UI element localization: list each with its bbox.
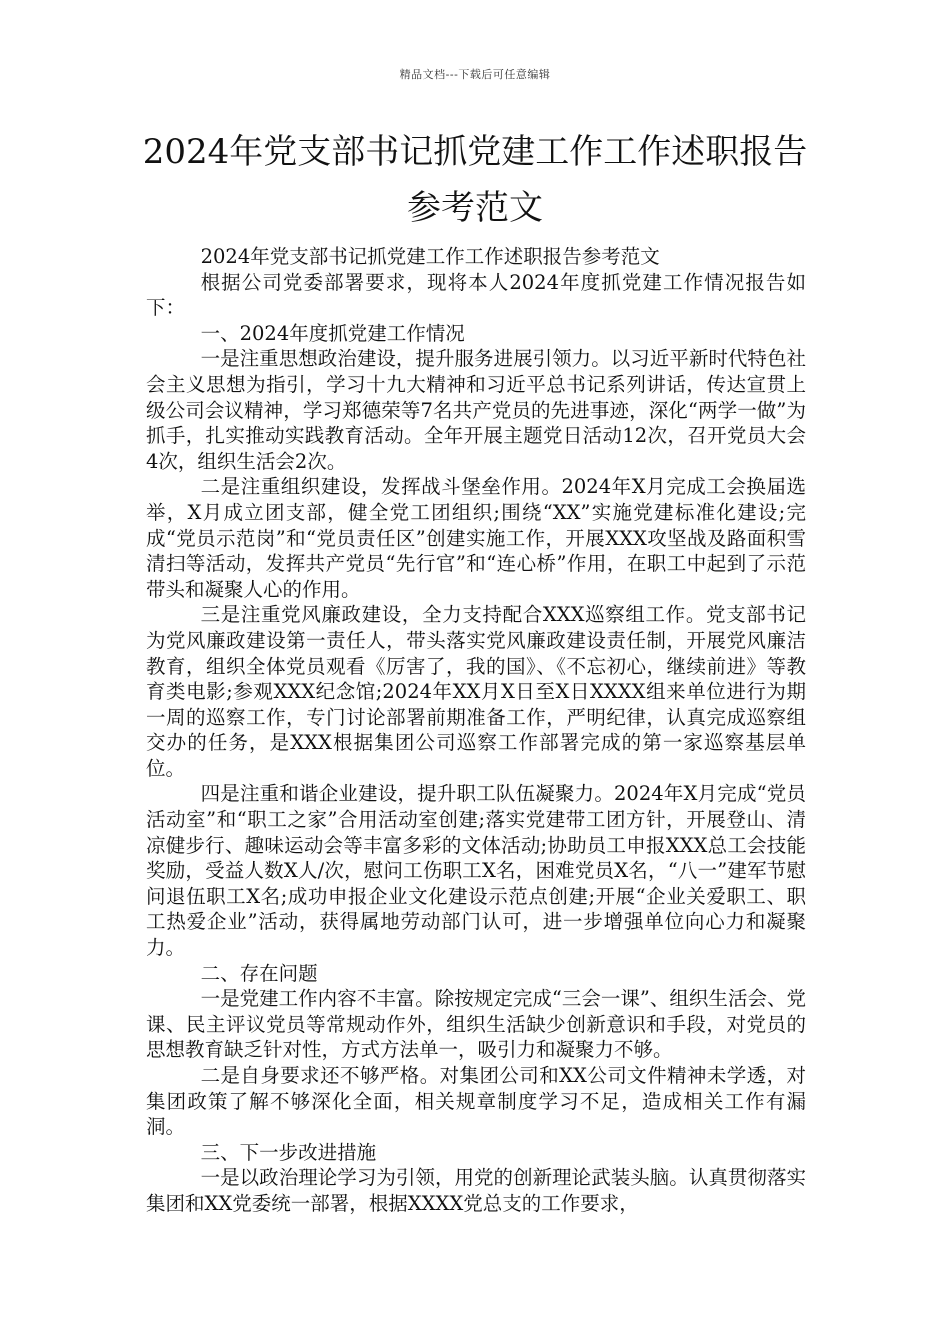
section-heading-1: 一、2024年度抓党建工作情况 — [200, 321, 465, 345]
header-note: 精品文档---下载后可任意编辑 — [399, 68, 551, 81]
paragraph: 一是以政治理论学习为引领，用党的创新理论武装头脑。认真贯彻落实集团和XX党委统一部署，根据XXXX党总支的工作要求， — [146, 1166, 806, 1215]
document-body — [146, 244, 806, 1217]
section-heading-3: 三、下一步改进措施 — [200, 1140, 377, 1164]
paragraph: 二是注重组织建设，发挥战斗堡垒作用。2024年X月完成工会换届选举，X月成立团支部，健全党工团组织;围绕“XX”实施党建标准化建设;完成“党员示范岗”和“党员责任区”创建实施工作，开展XXX攻坚战及路面积雪清扫等活动，发挥共产党员“先行官”和“连心桥”作用，在职工中起到了示范带头和凝聚人心的作用。 — [146, 475, 806, 601]
paragraph-subtitle: 2024年党支部书记抓党建工作工作述职报告参考范文 — [200, 245, 660, 268]
paragraph: 一是注重思想政治建设，提升服务进展引领力。以习近平新时代特色社会主义思想为指引，学习十九大精神和习近平总书记系列讲话，传达宣贯上级公司会议精神，学习郑德荣等7名共产党员的先进事迹，深化“两学一做”为抓手，扎实推动实践教育活动。全年开展主题党日活动12次，召开党员大会4次，组织生活会2次。 — [146, 347, 806, 473]
section-heading-2: 二、存在问题 — [200, 961, 318, 985]
paragraph: 一是党建工作内容不丰富。除按规定完成“三会一课”、组织生活会、党课、民主评议党员等常规动作外，组织生活缺少创新意识和手段，对党员的思想教育缺乏针对性，方式方法单一，吸引力和凝聚力不够。 — [146, 987, 806, 1062]
document-title: 2024年党支部书记抓党建工作工作述职报告参考范文 — [142, 132, 808, 228]
paragraph-intro: 根据公司党委部署要求，现将本人2024年度抓党建工作情况报告如下： — [146, 270, 806, 320]
paragraph: 三是注重党风廉政建设，全力支持配合XXX巡察组工作。党支部书记为党风廉政建设第一责任人，带头落实党风廉政建设责任制，开展党风廉洁教育，组织全体党员观看《厉害了，我的国》、《不忘初心，继续前进》等教育类电影;参观XXX纪念馆;2024年XX月X日至X日XXXX组来单位进行为期一周的巡察工作，专门讨论部署前期准备工作，严明纪律，认真完成巡察组交办的任务，是XXX根据集团公司巡察工作部署完成的第一家巡察基层单位。 — [146, 603, 806, 780]
paragraph: 二是自身要求还不够严格。对集团公司和XX公司文件精神未学透，对集团政策了解不够深化全面，相关规章制度学习不足，造成相关工作有漏洞。 — [146, 1064, 806, 1139]
paragraph: 四是注重和谐企业建设，提升职工队伍凝聚力。2024年X月完成“党员活动室”和“职工之家”合用活动室创建;落实党建带工团方针，开展登山、清凉健步行、趣味运动会等丰富多彩的文体活动;协助员工申报XXX总工会技能奖励，受益人数X人/次，慰问工伤职工X名，困难党员X名，“八一”建军节慰问退伍职工X名;成功申报企业文化建设示范点创建;开展“企业关爱职工、职工热爱企业”活动，获得属地劳动部门认可，进一步增强单位向心力和凝聚力。 — [146, 782, 806, 960]
